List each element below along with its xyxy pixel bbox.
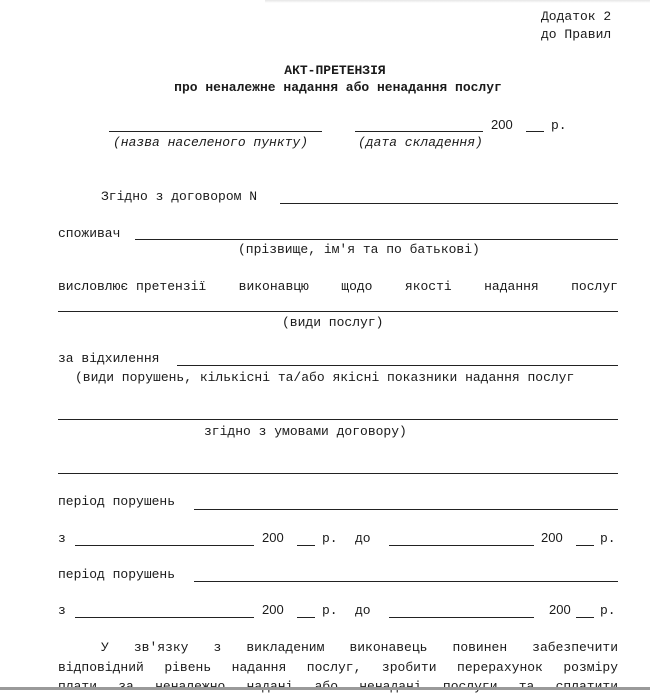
date-year-suffix: р. — [551, 118, 567, 133]
place-field[interactable] — [109, 131, 322, 132]
services-caption: (види послуг) — [282, 315, 384, 330]
period-from-suffix-2: р. — [322, 603, 338, 618]
period-to-date-field-2[interactable] — [389, 617, 534, 618]
period-to-date-field-1[interactable] — [389, 545, 534, 546]
period-from-label-1: з — [58, 531, 66, 546]
period-to-year-field-1[interactable] — [576, 545, 594, 546]
claims-word: якості — [404, 279, 452, 294]
consumer-name-field[interactable] — [135, 239, 618, 240]
document-title: АКТ-ПРЕТЕНЗІЯ — [284, 63, 386, 78]
period-to-label-1: до — [355, 531, 371, 546]
period-from-label-2: з — [58, 603, 66, 618]
period-from-year-field-2[interactable] — [297, 617, 315, 618]
consumer-caption: (прізвище, ім'я та по батькові) — [238, 242, 480, 257]
deviation-caption-1: (види порушень, кількісні та/або якісні показники надання послуг — [75, 370, 575, 385]
appendix-line-1: Додаток 2 — [541, 9, 612, 24]
period-label-1: період порушень — [58, 494, 176, 509]
deviation-field-2[interactable] — [58, 419, 618, 420]
date-year-prefix: 200 — [491, 117, 513, 132]
date-caption: (дата складення) — [358, 135, 483, 150]
claims-word: послуг — [571, 279, 618, 294]
services-field[interactable] — [58, 311, 618, 312]
contract-label: Згідно з договором N — [101, 189, 258, 204]
page-top-shadow — [265, 0, 650, 3]
period-from-suffix-1: р. — [322, 531, 338, 546]
consumer-label: споживач — [58, 226, 121, 241]
deviation-field-1[interactable] — [177, 365, 618, 366]
period-from-year-1: 200 — [262, 530, 284, 545]
contract-number-field[interactable] — [280, 203, 618, 204]
claims-word: висловлює претензії — [58, 279, 207, 294]
claims-sentence — [58, 279, 618, 295]
period-from-date-field-1[interactable] — [75, 545, 254, 546]
conclusion-line-2: відповідний рівень надання послуг, зробити перерахунок розміру — [58, 660, 618, 675]
claims-word: щодо — [341, 279, 373, 294]
period-from-date-field-2[interactable] — [75, 617, 254, 618]
deviation-caption-2: згідно з умовами договору) — [204, 424, 407, 439]
deviation-label: за відхилення — [58, 351, 160, 366]
appendix-line-2: до Правил — [541, 27, 612, 42]
period-field-2[interactable] — [194, 581, 618, 582]
deviation-field-3[interactable] — [58, 473, 618, 474]
period-from-year-2: 200 — [262, 602, 284, 617]
period-to-label-2: до — [355, 603, 371, 618]
document-subtitle: про неналежне надання або ненадання послуг — [174, 80, 502, 95]
period-from-year-field-1[interactable] — [297, 545, 315, 546]
period-to-suffix-1: р. — [600, 531, 616, 546]
claims-word: надання — [484, 279, 539, 294]
period-to-suffix-2: р. — [600, 603, 616, 618]
period-to-year-field-2[interactable] — [576, 617, 594, 618]
period-label-2: період порушень — [58, 567, 176, 582]
date-year-field[interactable] — [526, 131, 544, 132]
claims-word: виконавцю — [238, 279, 309, 294]
place-caption: (назва населеного пункту) — [113, 135, 309, 150]
period-field-1[interactable] — [194, 509, 618, 510]
conclusion-line-1: У зв'язку з викладеним виконавець повинен забезпечити — [101, 640, 618, 655]
period-to-year-1: 200 — [541, 530, 563, 545]
date-field[interactable] — [355, 131, 483, 132]
period-to-year-2: 200 — [549, 602, 571, 617]
